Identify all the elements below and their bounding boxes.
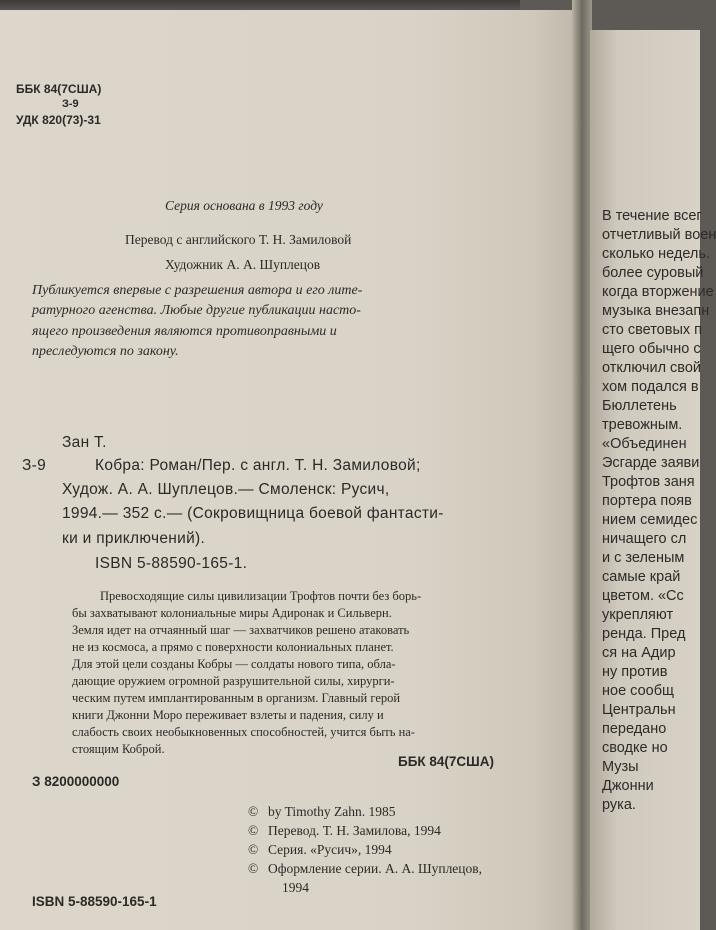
isbn-bottom: ISBN 5-88590-165-1 <box>32 894 157 909</box>
copyright-line: Серия. «Русич», 1994 <box>268 842 392 857</box>
annotation-line: Земля идет на отчаянный шаг — захватчиков решено атаковать <box>72 623 410 637</box>
udk-code: УДК 820(73)-31 <box>16 113 101 127</box>
author-code-top: З-9 <box>62 98 79 110</box>
right-page-line: щего обычно с <box>602 341 701 357</box>
annotation-line: не из космоса, а прямо с поверхности колониальных планет. <box>72 640 394 654</box>
catalog-isbn: ISBN 5-88590-165-1. <box>95 555 248 572</box>
catalog-line: Худож. А. А. Шуплецов.— Смоленск: Русич, <box>62 481 390 498</box>
catalog-code: З-9 <box>22 457 47 474</box>
catalog-line: Кобра: Роман/Пер. с англ. Т. Н. Замиловой; <box>95 457 421 474</box>
annotation-line: ческим путем имплантированным в организм. Главный герой <box>72 691 401 705</box>
right-page-line: рука. <box>602 797 636 813</box>
right-page-line: хом подался в <box>602 379 699 395</box>
right-page-line: Эсгарде заяви <box>602 455 700 471</box>
catalog-line: 1994.— 352 с.— (Сокровищница боевой фантасти- <box>62 505 444 522</box>
annotation-line: Для этой цели созданы Кобры — солдаты нового типа, обла- <box>72 657 396 671</box>
copyright-line: Перевод. Т. Н. Замилова, 1994 <box>268 823 441 838</box>
copyright-symbol: © <box>248 823 259 838</box>
annotation-line: Превосходящие силы цивилизации Трофтов почти без борь- <box>100 589 422 603</box>
annotation-line: бы захватывают колониальные миры Адиронак и Сильверн. <box>72 606 392 620</box>
right-page-line: самые край <box>602 569 681 585</box>
right-page-line: тревожным. <box>602 417 683 433</box>
annotation-line: книги Джонни Моро переживает взлеты и падения, силу и <box>72 708 384 722</box>
right-page-line: Трофтов заня <box>602 474 695 490</box>
series-note: Серия основана в 1993 году <box>165 198 323 213</box>
copyright-line: Оформление серии. А. А. Шуплецов, <box>268 861 483 876</box>
right-page-line: отчетливый воен <box>602 227 716 243</box>
rights-line: преследуются по закону. <box>32 344 179 359</box>
annotation-line: стоящим Коброй. <box>72 742 165 756</box>
right-page-line: ничащего сл <box>602 531 687 547</box>
right-page-line: Джонни <box>602 778 654 794</box>
copyright-line: 1994 <box>282 880 309 895</box>
rights-line: ящего произведения являются противоправными и <box>32 324 337 339</box>
right-page-line: ну против <box>602 664 668 680</box>
copyright-symbol: © <box>248 804 259 819</box>
translation-credit: Перевод с английского Т. Н. Замиловой <box>125 232 352 247</box>
right-page-line: нием семидес <box>602 512 698 528</box>
artist-credit: Художник А. А. Шуплецов <box>165 257 321 272</box>
right-page-line: ся на Адир <box>602 645 676 661</box>
copyright-symbol: © <box>248 861 259 876</box>
right-page <box>590 30 716 930</box>
catalog-line: ки и приключений). <box>62 530 206 547</box>
left-page <box>0 10 592 930</box>
rights-line: ратурного агенства. Любые другие публикации насто- <box>32 303 361 318</box>
bbk-code-top: ББК 84(7США) <box>16 82 102 96</box>
right-page-line: В течение всег <box>602 208 702 224</box>
right-page-line: отключил свой <box>602 360 702 376</box>
right-page-line: Бюллетень <box>602 398 677 414</box>
right-page-line: ренда. Пред <box>602 626 686 642</box>
right-page-line: сводке но <box>602 740 668 756</box>
code-number: З 8200000000 <box>32 774 120 789</box>
bbk-code-bottom: ББК 84(7США) <box>398 754 494 769</box>
right-page-line: Центральн <box>602 702 676 718</box>
annotation-line: слабость своих необыкновенных способностей, учится быть на- <box>72 725 415 739</box>
copyright-line: by Timothy Zahn. 1985 <box>268 804 396 819</box>
right-page-line: когда вторжение <box>602 284 714 300</box>
right-page-line: укрепляют <box>602 607 674 623</box>
rights-line: Публикуется впервые с разрешения автора и его лите- <box>32 283 363 298</box>
right-page-line: цветом. «Сс <box>602 588 684 604</box>
right-page-line: «Объединен <box>602 436 687 452</box>
copyright-symbol: © <box>248 842 259 857</box>
book-gutter <box>572 0 592 930</box>
right-page-line: передано <box>602 721 667 737</box>
right-page-line: портера появ <box>602 493 692 509</box>
right-page-line: музыка внезапн <box>602 303 710 319</box>
right-page-line: более суровый <box>602 265 704 281</box>
annotation-line: дающие оружием огромной разрушительной силы, хирурги- <box>72 674 395 688</box>
right-page-line: сколько недель. <box>602 246 710 262</box>
right-page-line: Музы <box>602 759 639 775</box>
right-page-line: сто световых п <box>602 322 702 338</box>
author-heading: Зан Т. <box>62 434 107 451</box>
right-page-line: и с зеленым <box>602 550 685 566</box>
right-page-line: ное сообщ <box>602 683 674 699</box>
